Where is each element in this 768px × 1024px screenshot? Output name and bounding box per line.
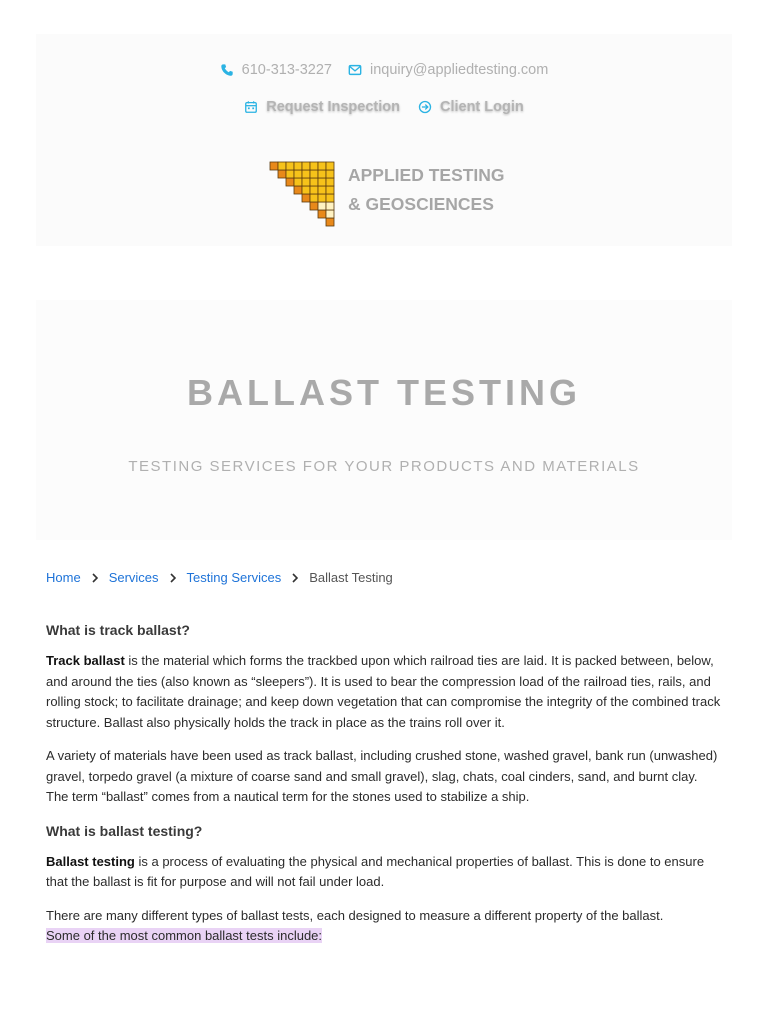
logo-block <box>294 162 302 170</box>
logo-block <box>326 178 334 186</box>
logo-block <box>294 178 302 186</box>
logo-block <box>318 186 326 194</box>
logo-block <box>318 210 326 218</box>
phone-icon <box>220 63 234 77</box>
logo-block <box>318 162 326 170</box>
logo-block <box>326 202 334 210</box>
calendar-icon <box>244 100 258 114</box>
logo-block <box>310 178 318 186</box>
chevron-right-icon <box>92 573 98 583</box>
logo-block <box>310 162 318 170</box>
client-login-link[interactable] <box>418 99 524 115</box>
paragraph-text: There are many different types of ballast tests, each designed to measure a different property of the ballast. <box>46 907 664 923</box>
logo-block <box>270 162 278 170</box>
logo-block <box>310 186 318 194</box>
contact-row <box>0 62 768 78</box>
paragraph-text: is a process of evaluating the physical and mechanical properties of ballast. This is done to ensure that the ballast is fit for purpose and will not fail under load. <box>46 853 705 889</box>
request-inspection-link[interactable] <box>244 99 400 115</box>
logo-block <box>286 178 294 186</box>
logo-block <box>278 162 286 170</box>
logo-block <box>302 170 310 178</box>
breadcrumb <box>46 570 393 585</box>
email-address: inquiry@appliedtesting.com <box>369 62 549 78</box>
logo-block <box>302 162 310 170</box>
logo-line-2: & GEOSCIENCES <box>348 194 494 214</box>
logo-block <box>326 218 334 226</box>
term-track-ballast: Track ballast <box>46 653 125 668</box>
page-title: BALLAST TESTING <box>187 372 581 413</box>
logo-block <box>294 170 302 178</box>
chevron-right-icon <box>170 573 176 583</box>
logo-block <box>286 170 294 178</box>
logo-block <box>286 162 294 170</box>
logo-line-1: APPLIED TESTING <box>348 165 505 185</box>
breadcrumb-testing-services[interactable]: Testing Services <box>186 570 282 585</box>
article-content <box>46 620 722 960</box>
logo-block <box>302 178 310 186</box>
logo-block <box>326 194 334 202</box>
breadcrumb-home[interactable]: Home <box>46 570 81 585</box>
logo-block <box>318 194 326 202</box>
logo-block <box>302 186 310 194</box>
logo-block <box>318 202 326 210</box>
login-arrow-icon <box>418 100 432 114</box>
logo-block <box>294 186 302 194</box>
logo-block <box>318 170 326 178</box>
logo-block <box>302 194 310 202</box>
email-link[interactable] <box>348 62 548 78</box>
logo-block <box>310 170 318 178</box>
logo-block <box>310 202 318 210</box>
chevron-right-icon <box>292 573 298 583</box>
logo-block <box>326 162 334 170</box>
paragraph-ballast-materials: A variety of materials have been used as track ballast, including crushed stone, washed gravel, bank run (unwashed) gravel, torpedo gravel (a mixture of coarse sand and small gravel), slag, chats, coal cinders, sand, and burnt clay. The term “ballast” comes from a nautical term for the stones used to stabilize a ship. <box>46 748 718 804</box>
paragraph-text: is the material which forms the trackbed upon which railroad ties are laid. It is packed between, below, and around the ties (also known as “sleepers”). It is used to bear the compression load of the railroad ties, rails, and rolling stock; to facilitate drainage; and keep down vegetation that can compromise the integrity of the combined track structure. Ballast also physically holds the track in place as the trains roll over it. <box>46 653 721 730</box>
heading-what-is-ballast-testing: What is ballast testing? <box>46 822 203 839</box>
hero-banner <box>36 300 732 540</box>
paragraph-track-ballast <box>46 651 722 733</box>
paragraph-ballast-testing <box>46 852 722 893</box>
logo-block <box>318 178 326 186</box>
breadcrumb-services[interactable]: Services <box>108 570 159 585</box>
phone-link[interactable] <box>220 62 332 78</box>
logo-block <box>278 170 286 178</box>
term-ballast-testing: Ballast testing <box>46 853 135 869</box>
logo-block <box>326 186 334 194</box>
breadcrumb-current: Ballast Testing <box>309 570 393 585</box>
logo-text <box>348 161 505 219</box>
highlighted-text: Some of the most common ballast tests include: <box>46 928 323 943</box>
cta-row <box>0 99 768 115</box>
logo-mark-icon <box>258 160 338 228</box>
phone-number: 610-313-3227 <box>241 62 332 78</box>
paragraph-ballast-test-types <box>46 906 722 947</box>
envelope-icon <box>348 63 362 77</box>
request-inspection-label: Request Inspection <box>266 99 400 115</box>
logo-block <box>326 210 334 218</box>
client-login-label: Client Login <box>439 99 524 115</box>
logo-block <box>326 170 334 178</box>
company-logo[interactable] <box>258 160 505 228</box>
heading-what-is-track-ballast: What is track ballast? <box>46 622 190 638</box>
page-subtitle: TESTING SERVICES FOR YOUR PRODUCTS AND MATERIALS <box>128 458 640 475</box>
logo-block <box>310 194 318 202</box>
